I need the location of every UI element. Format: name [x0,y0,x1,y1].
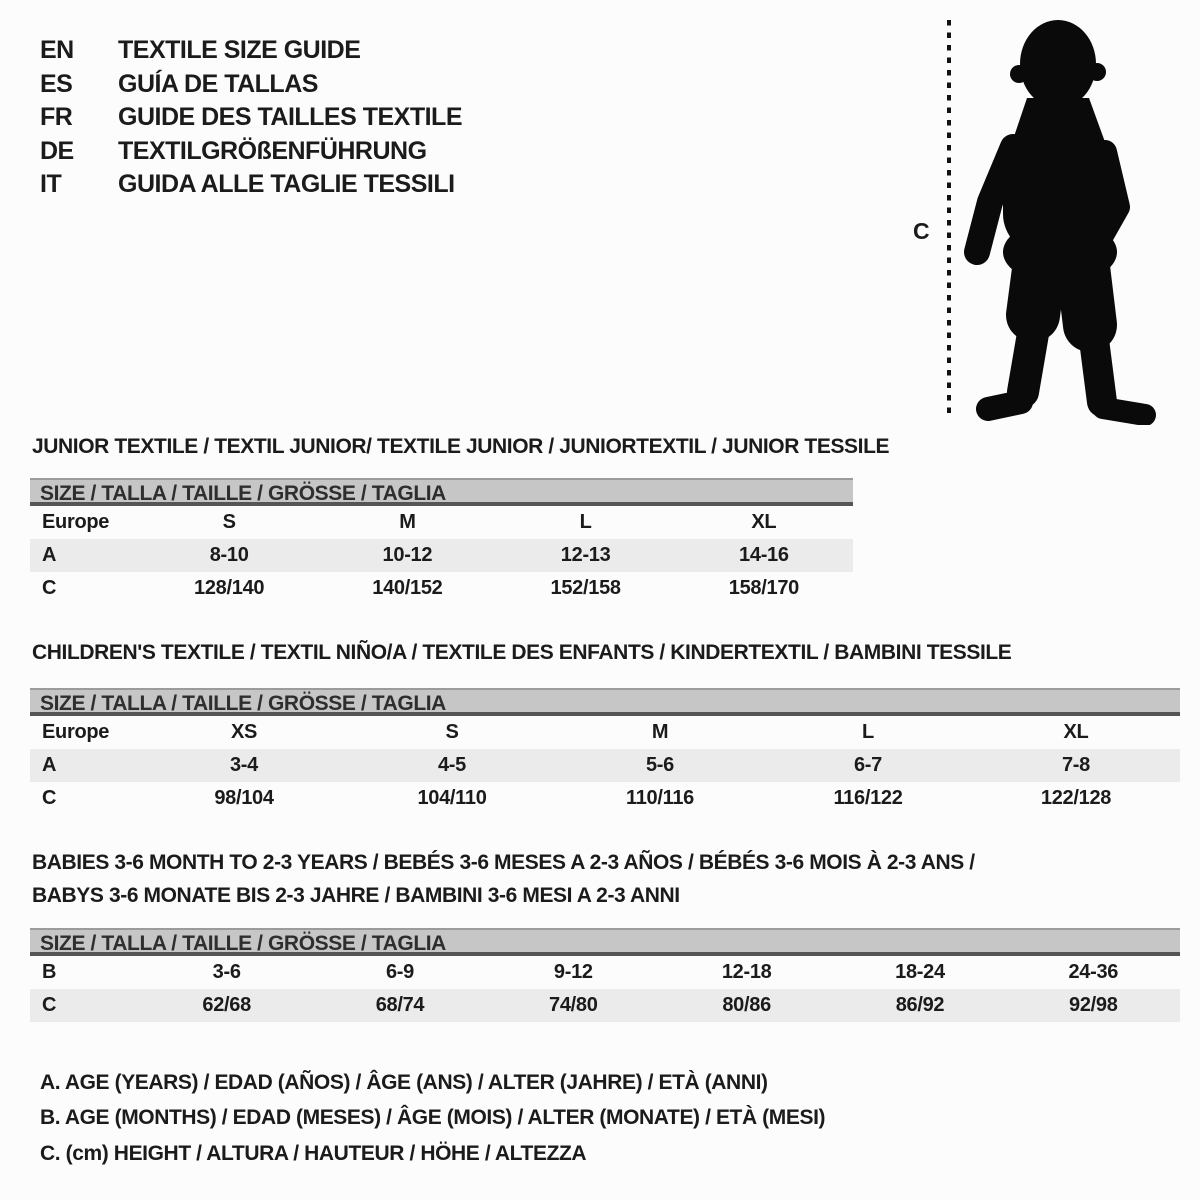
value-cell: 104/110 [417,787,487,809]
row-label-cell: A [42,754,57,776]
table-row [30,749,1180,782]
value-cell: XS [230,721,258,743]
value-cell: L [862,721,874,743]
value-cell: S [222,511,236,533]
size-header-row [30,716,1180,749]
row-label-cell: A [42,544,57,566]
legend-line: C. (cm) HEIGHT / ALTURA / HAUTEUR / HÖHE / ALTEZZA [40,1141,587,1165]
language-label: GUIDA ALLE TAGLIE TESSILI [118,170,455,199]
value-cell: XL [751,511,777,533]
value-cell: 14-16 [739,544,789,566]
value-cell: 6-7 [853,754,882,776]
children-size-table [30,688,1180,815]
section-title-children: CHILDREN'S TEXTILE / TEXTIL NIÑO/A / TEXTILE DES ENFANTS / KINDERTEXTIL / BAMBINI TESSILE [32,641,1012,664]
language-row [40,135,462,169]
babies-size-table [30,928,1180,1022]
language-row [40,34,462,68]
language-label: TEXTILGRÖßENFÜHRUNG [118,136,427,165]
value-cell: 62/68 [202,994,251,1016]
size-header-bar: SIZE / TALLA / TAILLE / GRÖSSE / TAGLIA [30,478,853,506]
language-code: FR [40,103,73,132]
legend-line: A. AGE (YEARS) / EDAD (AÑOS) / ÂGE (ANS) / ALTER (JAHRE) / ETÀ (ANNI) [40,1070,768,1094]
section-title-babies-line1: BABIES 3-6 MONTH TO 2-3 YEARS / BEBÉS 3-6 MESES A 2-3 AÑOS / BÉBÉS 3-6 MOIS À 2-3 ANS / [32,851,975,874]
value-cell: 6-9 [385,961,414,983]
table-row [30,989,1180,1022]
baby-silhouette [977,20,1145,415]
row-label-cell: B [42,961,57,983]
value-cell: 5-6 [645,754,674,776]
row-label-cell: C [42,787,57,809]
table-row [30,956,1180,989]
row-label-cell: C [42,994,57,1016]
language-label: GUÍA DE TALLAS [118,69,318,98]
language-row [40,68,462,102]
value-cell: 7-8 [1061,754,1090,776]
section-title-babies-line2: BABYS 3-6 MONATE BIS 2-3 JAHRE / BAMBINI 3-6 MESI A 2-3 ANNI [32,884,680,907]
value-cell: 128/140 [194,577,265,599]
baby-silhouette-icon [935,10,1170,425]
junior-size-table [30,478,853,605]
value-cell: 12-13 [560,544,611,566]
value-cell: 86/92 [895,994,945,1016]
size-header-bar: SIZE / TALLA / TAILLE / GRÖSSE / TAGLIA [30,928,1180,956]
value-cell: S [445,721,459,743]
measurement-legend [40,1065,825,1172]
table-row [30,782,1180,815]
row-label-cell: C [42,577,57,599]
legend-line: B. AGE (MONTHS) / EDAD (MESES) / ÂGE (MOIS) / ALTER (MONATE) / ETÀ (MESI) [40,1106,826,1130]
section-title-junior: JUNIOR TEXTILE / TEXTIL JUNIOR/ TEXTILE JUNIOR / JUNIORTEXTIL / JUNIOR TESSILE [32,435,890,458]
value-cell: 9-12 [553,961,593,983]
table-row [30,572,853,605]
row-label-cell: Europe [42,511,110,533]
language-code: ES [40,69,73,98]
value-cell: 80/86 [722,994,771,1016]
table-row [30,539,853,572]
value-cell: L [579,511,592,533]
value-cell: 98/104 [214,787,274,809]
value-cell: 4-5 [437,754,466,776]
language-code: EN [40,36,74,65]
language-label: TEXTILE SIZE GUIDE [118,36,361,65]
language-label: GUIDE DES TAILLES TEXTILE [118,103,463,132]
value-cell: 122/128 [1040,787,1112,809]
value-cell: 74/80 [549,994,598,1016]
value-cell: 3-4 [229,754,258,776]
value-cell: 140/152 [372,577,443,599]
value-cell: 152/158 [550,577,621,599]
value-cell: 3-6 [212,961,241,983]
language-list [40,34,462,202]
row-label-cell: Europe [42,721,110,743]
size-header-row [30,506,853,539]
language-row [40,168,462,202]
size-header-bar: SIZE / TALLA / TAILLE / GRÖSSE / TAGLIA [30,688,1180,716]
language-code: IT [40,170,62,199]
value-cell: 18-24 [895,961,945,983]
value-cell: 92/98 [1069,994,1118,1016]
value-cell: 116/122 [833,787,903,809]
language-code: DE [40,136,74,165]
language-row [40,101,462,135]
measurement-c-label: C [913,218,930,244]
value-cell: M [399,511,416,533]
value-cell: 10-12 [382,544,433,566]
value-cell: 12-18 [721,961,772,983]
value-cell: 110/116 [626,787,694,809]
value-cell: 8-10 [209,544,249,566]
value-cell: 24-36 [1068,961,1119,983]
value-cell: 158/170 [728,577,799,599]
value-cell: 68/74 [375,994,425,1016]
value-cell: M [651,721,669,743]
value-cell: XL [1063,721,1089,743]
